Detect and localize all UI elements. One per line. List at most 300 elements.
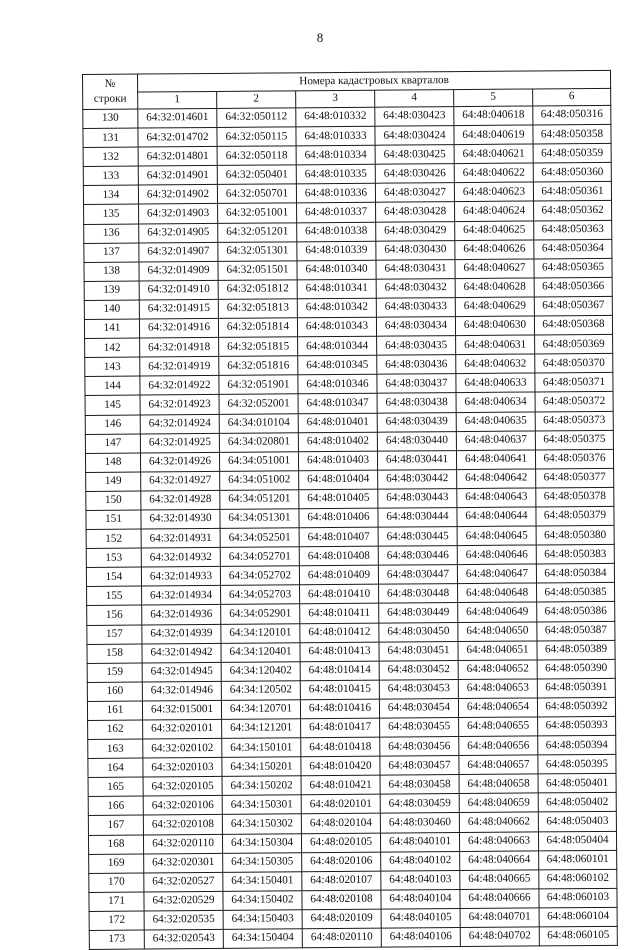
page-number: 8 [316,30,324,45]
cadastral-number-cell: 64:32:014924 [140,414,219,434]
cadastral-number-cell: 64:48:030455 [380,718,459,738]
cadastral-number-cell: 64:32:050701 [217,184,296,204]
cadastral-number-cell: 64:48:030456 [380,737,459,757]
cadastral-number-cell: 64:48:050389 [537,640,615,660]
cadastral-number-cell: 64:32:014902 [138,185,217,205]
cadastral-number-cell: 64:34:051301 [220,509,299,529]
cadastral-number-cell: 64:48:010335 [296,164,375,184]
cadastral-number-cell: 64:32:051901 [219,375,298,395]
row-number-cell: 161 [87,701,142,721]
cadastral-number-cell: 64:32:014905 [139,223,218,243]
cadastral-number-cell: 64:48:010413 [300,642,379,662]
cadastral-number-cell: 64:34:150201 [222,757,301,777]
cadastral-number-cell: 64:48:020109 [302,909,381,929]
cadastral-number-cell: 64:48:050403 [538,812,616,832]
cadastral-number-cell: 64:32:050112 [217,108,296,128]
cadastral-number-cell: 64:48:040655 [459,717,538,737]
cadastral-number-cell: 64:48:040649 [458,602,537,622]
cadastral-number-cell: 64:48:030434 [376,317,455,337]
cadastral-number-cell: 64:32:020529 [144,891,223,911]
row-number-cell: 157 [87,625,142,645]
row-number-cell: 158 [87,644,142,664]
column-number: 3 [296,90,375,108]
cadastral-number-cell: 64:48:010336 [296,184,375,204]
table-header [83,70,611,109]
cadastral-number-cell: 64:48:040658 [459,774,538,794]
cadastral-number-cell: 64:34:052501 [220,528,299,548]
cadastral-number-cell: 64:32:051001 [218,203,297,223]
cadastral-number-cell: 64:32:014931 [141,528,220,548]
cadastral-number-cell: 64:48:030447 [378,565,457,585]
cadastral-number-cell: 64:48:030450 [379,622,458,642]
cadastral-number-cell: 64:32:014942 [142,643,221,663]
cadastral-number-cell: 64:48:040618 [454,106,533,126]
cadastral-number-cell: 64:48:040642 [457,469,536,489]
cadastral-number-cell: 64:48:030448 [379,584,458,604]
row-number-cell: 143 [85,357,140,377]
cadastral-number-cell: 64:32:014923 [140,395,219,415]
row-number-cell: 163 [88,739,143,759]
cadastral-number-cell: 64:48:050391 [537,678,615,698]
cadastral-number-cell: 64:48:040102 [381,851,460,871]
cadastral-number-cell: 64:32:014916 [139,318,218,338]
cadastral-number-cell: 64:48:050367 [534,296,612,316]
cadastral-number-cell: 64:32:050401 [217,165,296,185]
cadastral-number-cell: 64:48:010416 [300,699,379,719]
cadastral-number-cell: 64:48:010339 [297,241,376,261]
cadastral-number-cell: 64:48:050383 [536,544,614,564]
cadastral-number-cell: 64:32:020527 [144,872,223,892]
cadastral-number-cell: 64:48:010333 [296,126,375,146]
cadastral-number-cell: 64:48:040631 [456,335,535,355]
cadastral-number-cell: 64:48:040643 [457,488,536,508]
cadastral-number-cell: 64:48:020110 [302,928,381,948]
cadastral-number-cell: 64:48:010347 [298,394,377,414]
cadastral-number-cell: 64:32:014946 [142,681,221,701]
cadastral-number-cell: 64:48:050359 [533,144,611,164]
cadastral-number-cell: 64:32:051201 [218,222,297,242]
cadastral-number-cell: 64:48:040621 [454,144,533,164]
cadastral-number-cell: 64:48:010334 [296,145,375,165]
cadastral-number-cell: 64:48:050378 [536,487,614,507]
cadastral-number-cell: 64:48:030449 [379,603,458,623]
cadastral-number-cell: 64:48:060104 [539,907,617,927]
cadastral-number-cell: 64:48:050362 [534,201,612,221]
cadastral-number-cell: 64:48:050370 [535,354,613,374]
row-number-cell: 131 [83,128,138,148]
cadastral-number-cell: 64:32:014932 [141,548,220,568]
cadastral-number-cell: 64:48:050365 [534,258,612,278]
cadastral-number-cell: 64:34:121201 [222,719,301,739]
cadastral-number-cell: 64:48:010346 [298,375,377,395]
cadastral-number-cell: 64:32:014939 [142,624,221,644]
cadastral-number-cell: 64:48:030444 [378,508,457,528]
cadastral-number-cell: 64:34:051002 [220,471,299,491]
cadastral-number-cell: 64:48:050372 [535,392,613,412]
cadastral-number-cell: 64:48:030454 [379,698,458,718]
row-number-cell: 145 [85,395,140,415]
cadastral-number-cell: 64:32:014901 [138,166,217,186]
row-number-header-line1: № [104,77,116,90]
cadastral-number-cell: 64:34:120101 [221,623,300,643]
cadastral-number-cell: 64:48:040656 [459,736,538,756]
row-number-cell: 164 [88,758,143,778]
cadastral-number-cell: 64:48:010337 [297,203,376,223]
cadastral-number-cell: 64:32:020543 [144,929,223,949]
cadastral-number-cell: 64:48:030424 [375,126,454,146]
cadastral-number-cell: 64:34:150402 [223,891,302,911]
cadastral-number-cell: 64:48:030440 [377,431,456,451]
cadastral-number-cell: 64:34:052702 [220,566,299,586]
cadastral-number-cell: 64:48:010404 [299,470,378,490]
cadastral-number-cell: 64:34:150401 [223,872,302,892]
cadastral-number-cell: 64:48:050387 [537,621,615,641]
cadastral-number-cell: 64:32:014910 [139,280,218,300]
cadastral-number-cell: 64:48:050358 [533,124,611,144]
row-number-cell: 138 [84,262,139,282]
cadastral-number-cell: 64:32:014933 [141,567,220,587]
cadastral-number-cell: 64:48:010341 [297,279,376,299]
cadastral-number-cell: 64:48:020108 [302,890,381,910]
document-sheet [82,70,617,950]
cadastral-number-cell: 64:48:040633 [456,373,535,393]
cadastral-number-cell: 64:48:050392 [537,697,615,717]
cadastral-number-cell: 64:48:010411 [300,604,379,624]
cadastral-number-cell: 64:34:120401 [221,642,300,662]
cadastral-number-cell: 64:48:050366 [534,277,612,297]
cadastral-number-cell: 64:32:014907 [139,242,218,262]
cadastral-number-cell: 64:48:050395 [538,755,616,775]
cadastral-number-cell: 64:48:010415 [300,680,379,700]
row-number-cell: 166 [88,796,143,816]
cadastral-number-cell: 64:48:040623 [454,182,533,202]
cadastral-number-cell: 64:34:120502 [221,681,300,701]
cadastral-number-cell: 64:48:030435 [377,336,456,356]
cadastral-number-cell: 64:32:014927 [141,471,220,491]
cadastral-number-cell: 64:48:040702 [460,927,539,947]
cadastral-number-cell: 64:48:040664 [460,851,539,871]
cadastral-number-cell: 64:48:040648 [458,583,537,603]
cadastral-number-cell: 64:48:060101 [539,850,617,870]
cadastral-number-cell: 64:48:040641 [456,450,535,470]
cadastral-number-cell: 64:34:150404 [223,929,302,949]
row-number-cell: 140 [84,300,139,320]
cadastral-number-cell: 64:32:014702 [138,128,217,148]
cadastral-number-cell: 64:32:020106 [143,796,222,816]
cadastral-number-cell: 64:48:060102 [539,869,617,889]
cadastral-number-cell: 64:48:030446 [378,546,457,566]
cadastral-number-cell: 64:48:030436 [377,355,456,375]
cadastral-number-cell: 64:48:040622 [454,163,533,183]
cadastral-number-cell: 64:34:052701 [220,547,299,567]
cadastral-number-cell: 64:34:150302 [222,814,301,834]
cadastral-number-cell: 64:48:030437 [377,374,456,394]
cadastral-number-cell: 64:32:014925 [140,433,219,453]
table-row [89,926,617,949]
row-number-cell: 149 [86,472,141,492]
cadastral-number-cell: 64:48:010343 [297,317,376,337]
cadastral-number-cell: 64:48:030457 [380,756,459,776]
cadastral-number-cell: 64:48:050394 [538,735,616,755]
cadastral-number-cell: 64:48:010414 [300,661,379,681]
row-number-cell: 144 [85,376,140,396]
cadastral-number-cell: 64:48:040637 [456,431,535,451]
cadastral-number-cell: 64:48:020107 [302,871,381,891]
cadastral-number-cell: 64:34:150403 [223,910,302,930]
cadastral-number-cell: 64:48:040659 [459,793,538,813]
cadastral-number-cell: 64:48:050371 [535,373,613,393]
cadastral-number-cell: 64:48:010408 [299,546,378,566]
cadastral-number-cell: 64:48:040645 [457,526,536,546]
cadastral-number-cell: 64:48:040646 [457,545,536,565]
row-number-cell: 162 [88,720,143,740]
cadastral-number-cell: 64:34:120402 [221,662,300,682]
cadastral-number-cell: 64:48:050360 [533,163,611,183]
cadastral-number-cell: 64:34:150305 [223,852,302,872]
cadastral-number-cell: 64:34:052901 [221,604,300,624]
cadastral-number-cell: 64:48:010410 [300,585,379,605]
cadastral-number-cell: 64:48:030431 [376,259,455,279]
column-number: 1 [138,91,217,109]
cadastral-number-cell: 64:48:040652 [458,660,537,680]
column-number: 6 [533,88,611,106]
row-number-cell: 156 [87,605,142,625]
cadastral-number-cell: 64:32:051812 [218,280,297,300]
cadastral-number-cell: 64:48:040106 [381,928,460,948]
cadastral-number-cell: 64:48:040634 [456,392,535,412]
row-number-cell: 146 [85,415,140,435]
cadastral-number-cell: 64:34:150301 [222,795,301,815]
cadastral-number-cell: 64:48:050368 [534,315,612,335]
cadastral-number-cell: 64:32:050115 [217,127,296,147]
cadastral-number-cell: 64:48:040630 [455,316,534,336]
cadastral-number-cell: 64:34:020801 [219,432,298,452]
cadastral-number-cell: 64:32:020102 [143,739,222,759]
column-number: 5 [454,89,533,107]
cadastral-number-cell: 64:48:010403 [298,451,377,471]
cadastral-number-cell: 64:48:030428 [376,202,455,222]
cadastral-number-cell: 64:48:030459 [380,794,459,814]
cadastral-number-cell: 64:34:051001 [219,451,298,471]
cadastral-number-cell: 64:32:014909 [139,261,218,281]
cadastral-number-cell: 64:48:030458 [380,775,459,795]
cadastral-number-cell: 64:48:010342 [297,298,376,318]
cadastral-number-cell: 64:32:051816 [219,356,298,376]
cadastral-number-cell: 64:48:020106 [302,852,381,872]
cadastral-number-cell: 64:32:014918 [140,338,219,358]
cadastral-number-cell: 64:48:030452 [379,660,458,680]
row-number-cell: 170 [89,873,144,893]
row-number-cell: 167 [88,816,143,836]
cadastral-number-cell: 64:48:010418 [301,737,380,757]
row-number-cell: 133 [83,166,138,186]
cadastral-number-cell: 64:32:020110 [143,834,222,854]
column-number: 4 [375,90,454,108]
cadastral-number-cell: 64:48:040104 [381,889,460,909]
cadastral-number-cell: 64:48:050375 [535,430,613,450]
cadastral-number-cell: 64:48:040647 [457,564,536,584]
cadastral-number-cell: 64:48:030433 [376,298,455,318]
cadastral-number-cell: 64:48:040657 [459,755,538,775]
cadastral-number-cell: 64:48:050402 [538,793,616,813]
row-number-cell: 152 [86,529,141,549]
cadastral-number-cell: 64:48:040105 [381,908,460,928]
cadastral-number-cell: 64:32:051301 [218,241,297,261]
cadastral-number-cell: 64:32:051501 [218,261,297,281]
cadastral-number-cell: 64:32:014926 [140,452,219,472]
row-number-cell: 135 [84,205,139,225]
row-number-cell: 150 [86,491,141,511]
cadastral-number-cell: 64:48:030439 [377,412,456,432]
cadastral-number-cell: 64:32:052001 [219,394,298,414]
cadastral-number-cell: 64:32:020103 [143,758,222,778]
row-number-cell: 171 [89,892,144,912]
row-number-cell: 153 [86,548,141,568]
cadastral-number-cell: 64:48:040624 [455,201,534,221]
cadastral-number-cell: 64:32:051815 [219,337,298,357]
cadastral-number-cell: 64:48:030453 [379,679,458,699]
row-number-header [83,74,138,109]
row-number-cell: 154 [86,567,141,587]
cadastral-number-cell: 64:48:040650 [458,621,537,641]
row-number-cell: 155 [87,586,142,606]
cadastral-number-cell: 64:34:052703 [221,585,300,605]
cadastral-number-cell: 64:48:050404 [538,831,616,851]
row-number-cell: 160 [87,682,142,702]
cadastral-number-cell: 64:34:010104 [219,413,298,433]
cadastral-number-cell: 64:48:030451 [379,641,458,661]
cadastral-number-cell: 64:48:040103 [381,870,460,890]
cadastral-number-cell: 64:34:150202 [222,776,301,796]
cadastral-number-cell: 64:48:050380 [536,525,614,545]
cadastral-number-cell: 64:48:040663 [459,832,538,852]
row-number-cell: 134 [83,185,138,205]
cadastral-number-cell: 64:48:010332 [296,107,375,127]
cadastral-number-cell: 64:48:050363 [534,220,612,240]
column-number: 2 [217,91,296,109]
cadastral-number-cell: 64:32:014915 [139,299,218,319]
cadastral-number-cell: 64:48:030445 [378,527,457,547]
cadastral-number-cell: 64:48:030438 [377,393,456,413]
cadastral-number-cell: 64:32:051813 [218,299,297,319]
row-number-cell: 139 [84,281,139,301]
cadastral-number-cell: 64:48:010406 [299,508,378,528]
cadastral-number-cell: 64:48:040651 [458,641,537,661]
cadastral-number-cell: 64:48:040628 [455,278,534,298]
cadastral-number-cell: 64:32:020535 [144,910,223,930]
cadastral-number-cell: 64:48:040632 [456,354,535,374]
cadastral-number-cell: 64:48:040629 [455,297,534,317]
cadastral-number-cell: 64:48:050373 [535,411,613,431]
cadastral-number-cell: 64:48:050385 [537,583,615,603]
cadastral-number-cell: 64:48:010344 [298,336,377,356]
cadastral-number-cell: 64:48:040653 [458,679,537,699]
row-number-cell: 165 [88,777,143,797]
cadastral-number-cell: 64:32:050118 [217,146,296,166]
cadastral-number-cell: 64:48:040654 [458,698,537,718]
cadastral-number-cell: 64:32:014936 [142,605,221,625]
cadastral-number-cell: 64:32:020101 [143,719,222,739]
cadastral-number-cell: 64:32:020108 [143,815,222,835]
cadastral-number-cell: 64:48:010401 [298,413,377,433]
cadastral-number-cell: 64:48:030432 [376,278,455,298]
cadastral-number-cell: 64:32:014934 [142,586,221,606]
row-number-cell: 169 [89,854,144,874]
row-number-cell: 147 [85,434,140,454]
cadastral-number-cell: 64:48:040619 [454,125,533,145]
cadastral-number-cell: 64:48:040627 [455,259,534,279]
cadastral-number-cell: 64:48:040626 [455,240,534,260]
row-number-cell: 168 [88,835,143,855]
cadastral-number-cell: 64:32:014903 [139,204,218,224]
cadastral-number-cell: 64:48:040625 [455,221,534,241]
cadastral-number-cell: 64:48:010345 [298,355,377,375]
cadastral-number-cell: 64:32:014928 [141,490,220,510]
cadastral-number-cell: 64:48:050361 [533,182,611,202]
row-number-cell: 136 [84,224,139,244]
cadastral-number-cell: 64:48:030460 [380,813,459,833]
row-number-header-line2: строки [93,92,127,105]
cadastral-number-cell: 64:34:051201 [220,490,299,510]
cadastral-number-cell: 64:32:014601 [138,108,217,128]
cadastral-number-cell: 64:48:030423 [375,107,454,127]
cadastral-numbers-header: Номера кадастровых кварталов [138,70,611,92]
row-number-cell: 130 [83,109,138,129]
cadastral-number-cell: 64:32:051814 [218,318,297,338]
cadastral-number-cell: 64:48:010340 [297,260,376,280]
table-body [83,105,618,949]
cadastral-number-cell: 64:48:050390 [537,659,615,679]
cadastral-number-cell: 64:34:120701 [221,700,300,720]
row-number-cell: 172 [89,911,144,931]
cadastral-number-cell: 64:32:020105 [143,777,222,797]
cadastral-number-cell: 64:48:010412 [300,623,379,643]
cadastral-number-cell: 64:48:010420 [301,756,380,776]
row-number-cell: 137 [84,243,139,263]
cadastral-number-cell: 64:32:014922 [140,376,219,396]
cadastral-number-cell: 64:48:020104 [301,814,380,834]
cadastral-number-cell: 64:48:010405 [299,489,378,509]
cadastral-number-cell: 64:32:020301 [144,853,223,873]
row-number-cell: 159 [87,663,142,683]
cadastral-number-cell: 64:48:030425 [375,145,454,165]
cadastral-number-cell: 64:34:150101 [222,738,301,758]
cadastral-number-cell: 64:48:010338 [297,222,376,242]
cadastral-number-cell: 64:48:020105 [301,833,380,853]
cadastral-number-cell: 64:48:030429 [376,221,455,241]
cadastral-number-cell: 64:48:030441 [377,450,456,470]
row-number-cell: 148 [85,453,140,473]
cadastral-number-cell: 64:32:014930 [141,509,220,529]
row-number-cell: 142 [85,338,140,358]
cadastral-number-cell: 64:48:050393 [538,716,616,736]
cadastral-number-cell: 64:48:010421 [301,775,380,795]
cadastral-number-cell: 64:48:040635 [456,411,535,431]
cadastral-number-cell: 64:48:040701 [460,908,539,928]
cadastral-number-cell: 64:34:150304 [222,833,301,853]
cadastral-number-cell: 64:48:050386 [537,602,615,622]
cadastral-number-cell: 64:48:030426 [375,164,454,184]
cadastral-number-cell: 64:48:050369 [535,334,613,354]
cadastral-number-cell: 64:32:015001 [142,700,221,720]
cadastral-number-cell: 64:48:010407 [299,527,378,547]
cadastral-number-cell: 64:48:010409 [299,565,378,585]
cadastral-number-cell: 64:32:014919 [140,357,219,377]
cadastral-number-cell: 64:48:060105 [539,926,617,946]
cadastral-number-cell: 64:48:040665 [460,870,539,890]
cadastral-number-cell: 64:48:030427 [375,183,454,203]
cadastral-number-cell: 64:48:040666 [460,889,539,909]
